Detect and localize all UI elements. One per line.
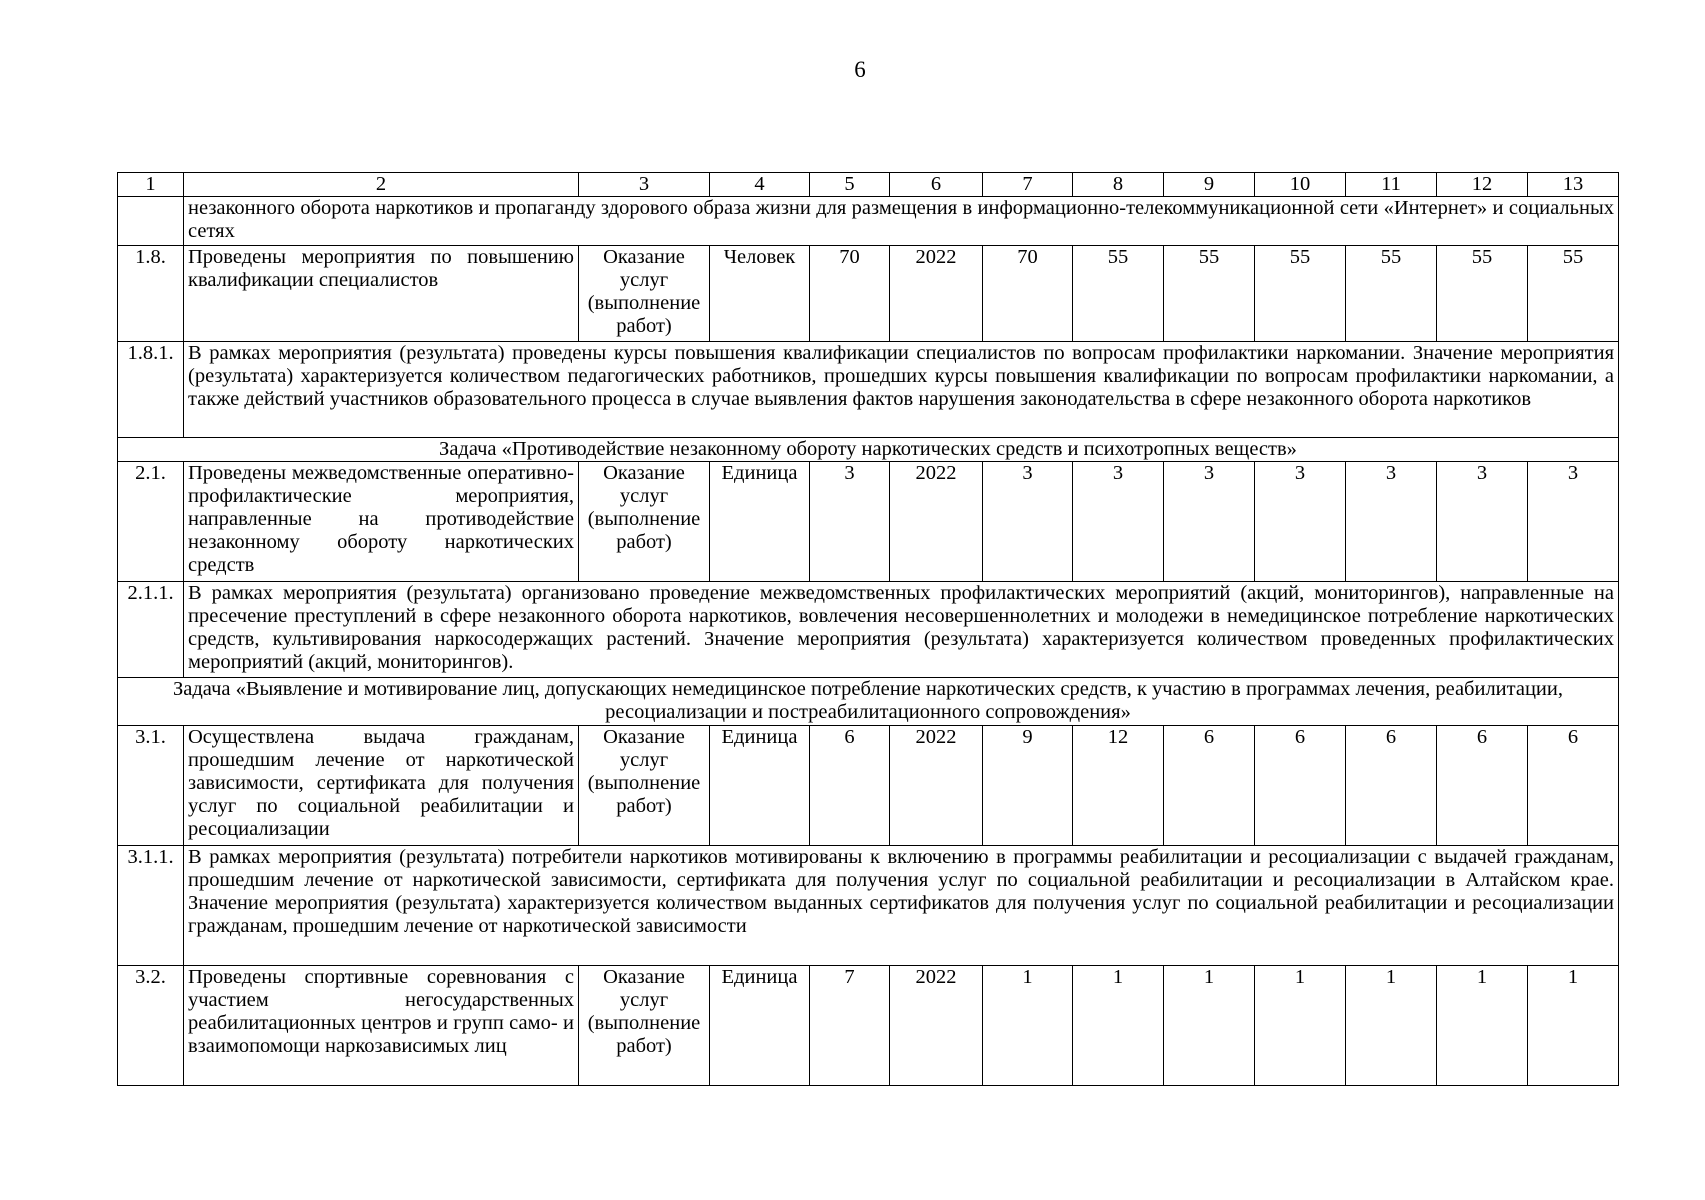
page-number: 6	[854, 57, 866, 82]
row-name: Проведены спортивные соревнования с участием негосударственных реабилитационных центров и групп само- и взаимопомощи наркозависимых лиц	[184, 966, 579, 1086]
header-cell: 8	[1073, 173, 1164, 197]
value-cell: 1	[983, 966, 1073, 1086]
value-cell: 55	[1437, 246, 1528, 342]
value-cell: 3	[1346, 462, 1437, 582]
row-name: Осуществлена выдача гражданам, прошедшим лечение от наркотической зависимости, сертификата для получения услуг по социальной реабилитации и ресоциализации	[184, 726, 579, 846]
value-cell: 70	[810, 246, 890, 342]
value-cell: 3	[1073, 462, 1164, 582]
value-cell: 3	[1255, 462, 1346, 582]
row-unit: Единица	[710, 462, 810, 582]
value-cell: 9	[983, 726, 1073, 846]
row-description: В рамках мероприятия (результата) организовано проведение межведомственных профилактических мероприятий (акций, мониторингов), направленные на пресечение преступлений в сфере незаконного оборота наркотиков, вовлечения несовершеннолетних и молодежи в немедицинское потребление наркотических средств, культивирования наркосодержащих растений. Значение мероприятия (результата) характеризуется количеством проведенных профилактических мероприятий (акций, мониторингов).	[184, 582, 1619, 678]
value-cell: 3	[810, 462, 890, 582]
value-cell: 2022	[890, 246, 983, 342]
task-row	[118, 678, 1619, 726]
header-cell: 9	[1164, 173, 1255, 197]
row-type: Оказание услуг (выполнение работ)	[579, 726, 710, 846]
value-cell: 6	[1255, 726, 1346, 846]
value-cell: 70	[983, 246, 1073, 342]
row-unit: Человек	[710, 246, 810, 342]
header-cell: 7	[983, 173, 1073, 197]
header-cell: 5	[810, 173, 890, 197]
value-cell: 3	[983, 462, 1073, 582]
row-description: В рамках мероприятия (результата) проведены курсы повышения квалификации специалистов по вопросам профилактики наркомании. Значение мероприятия (результата) характеризуется количеством педагогических работников, прошедших курсы повышения квалификации по вопросам профилактики наркомании, а также действий участников образовательного процесса в случае выявления фактов нарушения законодательства в сфере незаконного оборота наркотиков	[184, 342, 1619, 438]
header-cell: 10	[1255, 173, 1346, 197]
table-row	[118, 197, 1619, 246]
task-heading: Задача «Выявление и мотивирование лиц, допускающих немедицинское потребление наркотических средств, к участию в программах лечения, реабилитации, ресоциализации и постреабилитационного сопровождения»	[118, 678, 1619, 726]
header-cell: 11	[1346, 173, 1437, 197]
value-cell: 12	[1073, 726, 1164, 846]
row-name: Проведены межведомственные оперативно-профилактические мероприятия, направленные на противодействие незаконному обороту наркотических средств	[184, 462, 579, 582]
value-cell: 55	[1255, 246, 1346, 342]
table-row	[118, 726, 1619, 846]
value-cell: 1	[1437, 966, 1528, 1086]
value-cell: 7	[810, 966, 890, 1086]
row-unit: Единица	[710, 966, 810, 1086]
header-cell: 12	[1437, 173, 1528, 197]
row-unit: Единица	[710, 726, 810, 846]
row-description: В рамках мероприятия (результата) потребители наркотиков мотивированы к включению в программы реабилитации и ресоциализации с выдачей гражданам, прошедшим лечение от наркотической зависимости, сертификата для получения услуг по социальной реабилитации и ресоциализации в Алтайском крае. Значение мероприятия (результата) характеризуется количеством выданных сертификатов для получения услуг по социальной реабилитации и ресоциализации гражданам, прошедшим лечение от наркотической зависимости	[184, 846, 1619, 966]
row-name: Проведены мероприятия по повышению квалификации специалистов	[184, 246, 579, 342]
task-row	[118, 438, 1619, 462]
value-cell: 1	[1346, 966, 1437, 1086]
header-cell: 6	[890, 173, 983, 197]
value-cell: 55	[1164, 246, 1255, 342]
row-number: 3.2.	[118, 966, 184, 1086]
value-cell: 55	[1528, 246, 1619, 342]
continuation-text: незаконного оборота наркотиков и пропаганду здорового образа жизни для размещения в информационно-телекоммуникационной сети «Интернет» и социальных сетях	[184, 197, 1619, 246]
header-row	[118, 173, 1619, 197]
table-row	[118, 582, 1619, 678]
row-type: Оказание услуг (выполнение работ)	[579, 462, 710, 582]
value-cell: 1	[1164, 966, 1255, 1086]
header-cell: 2	[184, 173, 579, 197]
value-cell: 2022	[890, 462, 983, 582]
row-number: 2.1.1.	[118, 582, 184, 678]
table-row	[118, 246, 1619, 342]
row-type: Оказание услуг (выполнение работ)	[579, 246, 710, 342]
task-heading: Задача «Противодействие незаконному обороту наркотических средств и психотропных веществ»	[118, 438, 1619, 462]
header-cell: 3	[579, 173, 710, 197]
value-cell: 55	[1346, 246, 1437, 342]
value-cell: 1	[1255, 966, 1346, 1086]
value-cell: 6	[1164, 726, 1255, 846]
row-number: 1.8.1.	[118, 342, 184, 438]
value-cell: 2022	[890, 966, 983, 1086]
results-table	[117, 172, 1619, 1086]
value-cell: 3	[1437, 462, 1528, 582]
row-type: Оказание услуг (выполнение работ)	[579, 966, 710, 1086]
table-row	[118, 342, 1619, 438]
value-cell: 6	[1437, 726, 1528, 846]
table-row	[118, 846, 1619, 966]
value-cell: 6	[810, 726, 890, 846]
value-cell: 55	[1073, 246, 1164, 342]
table-row	[118, 462, 1619, 582]
header-cell: 1	[118, 173, 184, 197]
value-cell: 2022	[890, 726, 983, 846]
value-cell: 3	[1164, 462, 1255, 582]
table-row	[118, 966, 1619, 1086]
row-number: 2.1.	[118, 462, 184, 582]
row-number: 3.1.	[118, 726, 184, 846]
row-number: 1.8.	[118, 246, 184, 342]
value-cell: 6	[1528, 726, 1619, 846]
row-number: 3.1.1.	[118, 846, 184, 966]
header-cell: 13	[1528, 173, 1619, 197]
value-cell: 1	[1073, 966, 1164, 1086]
value-cell: 6	[1346, 726, 1437, 846]
row-number-cell	[118, 197, 184, 246]
header-cell: 4	[710, 173, 810, 197]
value-cell: 3	[1528, 462, 1619, 582]
value-cell: 1	[1528, 966, 1619, 1086]
